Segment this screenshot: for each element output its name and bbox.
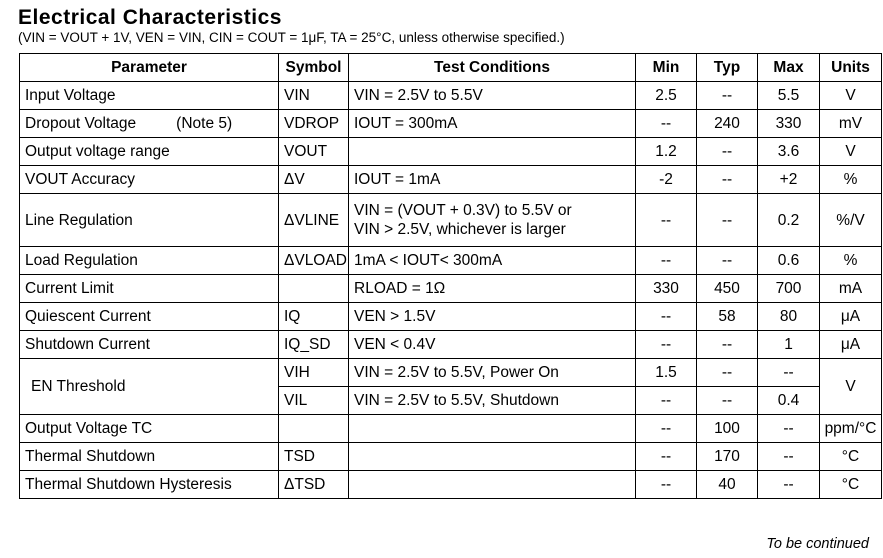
units-cell: V <box>820 359 882 415</box>
param-cell: Line Regulation <box>20 194 279 247</box>
max-cell: -- <box>758 415 820 443</box>
continued-note: To be continued <box>766 536 869 552</box>
param-cell: Load Regulation <box>20 247 279 275</box>
max-cell: -- <box>758 471 820 499</box>
units-cell: μA <box>820 331 882 359</box>
table-row <box>20 303 882 331</box>
symbol-cell: IQ <box>279 303 349 331</box>
section-title: Electrical Characteristics <box>18 6 282 29</box>
header-max: Max <box>758 54 820 82</box>
condition-cell: VEN > 1.5V <box>349 303 636 331</box>
header-symbol: Symbol <box>279 54 349 82</box>
typ-cell: 40 <box>697 471 758 499</box>
condition-cell <box>349 443 636 471</box>
symbol-cell: IQ_SD <box>279 331 349 359</box>
min-cell: 2.5 <box>636 82 697 110</box>
symbol-cell: ΔTSD <box>279 471 349 499</box>
max-cell: +2 <box>758 166 820 194</box>
min-cell: -2 <box>636 166 697 194</box>
symbol-cell <box>279 275 349 303</box>
min-cell: -- <box>636 443 697 471</box>
typ-cell: 240 <box>697 110 758 138</box>
min-cell: 1.5 <box>636 359 697 387</box>
units-cell: mV <box>820 110 882 138</box>
units-cell: %/V <box>820 194 882 247</box>
min-cell: -- <box>636 331 697 359</box>
min-cell: -- <box>636 110 697 138</box>
typ-cell: -- <box>697 359 758 387</box>
max-cell: 700 <box>758 275 820 303</box>
typ-cell: 100 <box>697 415 758 443</box>
condition-cell <box>349 471 636 499</box>
condition-cell: VIN = 2.5V to 5.5V, Shutdown <box>349 387 636 415</box>
header-units: Units <box>820 54 882 82</box>
table-row <box>20 331 882 359</box>
table-row <box>20 471 882 499</box>
typ-cell: -- <box>697 166 758 194</box>
symbol-cell: TSD <box>279 443 349 471</box>
conditions-subtitle: (VIN = VOUT + 1V, VEN = VIN, CIN = COUT = 1μF, TA = 25°C, unless otherwise specified.) <box>18 30 565 45</box>
units-cell: V <box>820 82 882 110</box>
min-cell: -- <box>636 387 697 415</box>
condition-line: VIN > 2.5V, whichever is larger <box>354 221 566 238</box>
typ-cell: -- <box>697 138 758 166</box>
symbol-cell <box>279 415 349 443</box>
param-cell: VOUT Accuracy <box>20 166 279 194</box>
symbol-cell: ΔVLOAD <box>279 247 349 275</box>
typ-cell: -- <box>697 82 758 110</box>
param-cell: Thermal Shutdown <box>20 443 279 471</box>
min-cell: -- <box>636 415 697 443</box>
param-cell <box>20 110 279 138</box>
min-cell: 330 <box>636 275 697 303</box>
typ-cell: 170 <box>697 443 758 471</box>
max-cell: 0.2 <box>758 194 820 247</box>
condition-cell: VIN = 2.5V to 5.5V, Power On <box>349 359 636 387</box>
symbol-cell: VIN <box>279 82 349 110</box>
units-cell: μA <box>820 303 882 331</box>
typ-cell: -- <box>697 331 758 359</box>
param-label: Dropout Voltage <box>25 115 137 132</box>
typ-cell: 450 <box>697 275 758 303</box>
min-cell: -- <box>636 471 697 499</box>
param-cell: EN Threshold <box>20 359 279 415</box>
min-cell: -- <box>636 194 697 247</box>
max-cell: -- <box>758 443 820 471</box>
param-cell: Quiescent Current <box>20 303 279 331</box>
table-row <box>20 443 882 471</box>
table-header-row <box>20 54 882 82</box>
typ-cell: -- <box>697 247 758 275</box>
table-row <box>20 110 882 138</box>
symbol-cell: VIH <box>279 359 349 387</box>
max-cell: 0.6 <box>758 247 820 275</box>
param-cell: Thermal Shutdown Hysteresis <box>20 471 279 499</box>
units-cell: ppm/°C <box>820 415 882 443</box>
symbol-cell: ΔV <box>279 166 349 194</box>
max-cell: 0.4 <box>758 387 820 415</box>
symbol-cell: VIL <box>279 387 349 415</box>
condition-line: VIN = (VOUT + 0.3V) to 5.5V or <box>354 202 572 219</box>
condition-cell <box>349 194 636 247</box>
max-cell: 5.5 <box>758 82 820 110</box>
condition-cell <box>349 415 636 443</box>
min-cell: -- <box>636 303 697 331</box>
header-typ: Typ <box>697 54 758 82</box>
param-cell: Output Voltage TC <box>20 415 279 443</box>
units-cell: V <box>820 138 882 166</box>
table-row <box>20 247 882 275</box>
max-cell: 1 <box>758 331 820 359</box>
param-cell: Shutdown Current <box>20 331 279 359</box>
table-row <box>20 415 882 443</box>
max-cell: -- <box>758 359 820 387</box>
param-cell: Output voltage range <box>20 138 279 166</box>
units-cell: °C <box>820 471 882 499</box>
header-parameter: Parameter <box>20 54 279 82</box>
table-row <box>20 359 882 387</box>
typ-cell: -- <box>697 387 758 415</box>
typ-cell: -- <box>697 194 758 247</box>
symbol-cell: ΔVLINE <box>279 194 349 247</box>
table-row <box>20 194 882 247</box>
table-row <box>20 82 882 110</box>
condition-cell: VIN = 2.5V to 5.5V <box>349 82 636 110</box>
table-row <box>20 275 882 303</box>
condition-cell: IOUT = 300mA <box>349 110 636 138</box>
param-cell: Input Voltage <box>20 82 279 110</box>
table-row <box>20 166 882 194</box>
condition-cell: RLOAD = 1Ω <box>349 275 636 303</box>
symbol-cell: VDROP <box>279 110 349 138</box>
max-cell: 3.6 <box>758 138 820 166</box>
min-cell: 1.2 <box>636 138 697 166</box>
condition-cell <box>349 138 636 166</box>
header-min: Min <box>636 54 697 82</box>
condition-cell: IOUT = 1mA <box>349 166 636 194</box>
table-row <box>20 138 882 166</box>
units-cell: % <box>820 247 882 275</box>
symbol-cell: VOUT <box>279 138 349 166</box>
condition-cell: 1mA < IOUT< 300mA <box>349 247 636 275</box>
header-test-conditions: Test Conditions <box>349 54 636 82</box>
units-cell: % <box>820 166 882 194</box>
electrical-characteristics-table <box>19 53 882 499</box>
param-cell: Current Limit <box>20 275 279 303</box>
param-note: (Note 5) <box>176 115 233 132</box>
units-cell: °C <box>820 443 882 471</box>
max-cell: 330 <box>758 110 820 138</box>
min-cell: -- <box>636 247 697 275</box>
units-cell: mA <box>820 275 882 303</box>
max-cell: 80 <box>758 303 820 331</box>
condition-cell: VEN < 0.4V <box>349 331 636 359</box>
typ-cell: 58 <box>697 303 758 331</box>
